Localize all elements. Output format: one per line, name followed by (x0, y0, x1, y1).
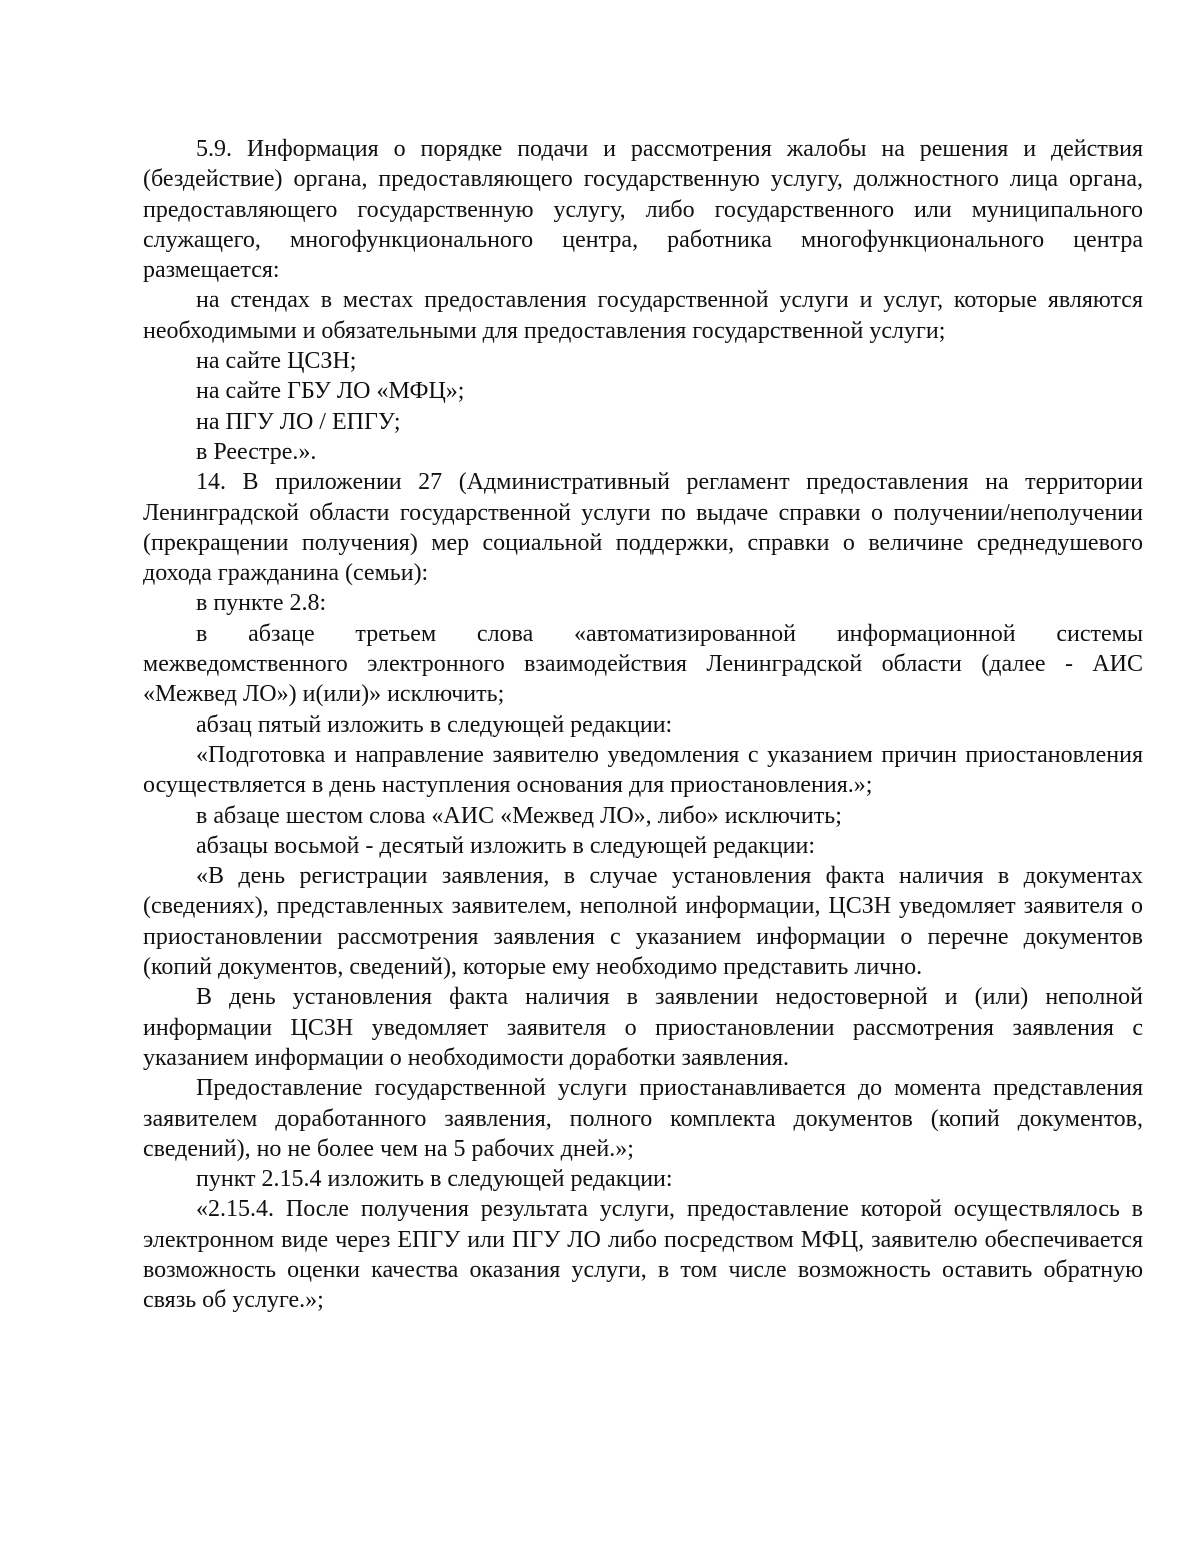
paragraph-eighth-tenth: абзацы восьмой - десятый изложить в следующей редакции: (196, 832, 815, 859)
paragraph-point-2-15-4: пункт 2.15.4 изложить в следующей редакции: (196, 1166, 673, 1193)
paragraph-notification: «Подготовка и направление заявителю уведомления с указанием причин приостановления осуществляется в день наступления основания для приостановления.»; (143, 741, 1143, 799)
paragraph-pgu: на ПГУ ЛО / ЕПГУ; (196, 408, 401, 435)
paragraph-cszn-site: на сайте ЦСЗН; (196, 348, 357, 375)
paragraph-registration-day: «В день регистрации заявления, в случае установления факта наличия в документах (сведениях), представленных заявителем, неполной информации, ЦСЗН уведомляет заявителя о приостановлении рассмотрения заявления с указанием информации о перечне документов (копий документов, сведений), которые ему необходимо представить лично. (143, 863, 1143, 981)
paragraph-fifth-abzac: абзац пятый изложить в следующей редакции: (196, 711, 673, 738)
paragraph-14: 14. В приложении 27 (Административный регламент предоставления на территории Ленинградской области государственной услуги по выдаче справки о получении/неполучении (прекращении получения) мер социальной поддержки, справки о величине среднедушевого дохода гражданина (семьи): (143, 469, 1143, 587)
paragraph-sixth-abzac: в абзаце шестом слова «АИС «Межвед ЛО», либо» исключить; (196, 802, 842, 829)
paragraph-2-15-4-text: «2.15.4. После получения результата услуги, предоставление которой осуществлялось в электронном виде через ЕПГУ или ПГУ ЛО либо посредством МФЦ, заявителю обеспечивается возможность оценки качества оказания услуги, в том числе возможность оставить обратную связь об услуге.»; (143, 1196, 1143, 1314)
paragraph-point-2-8: в пункте 2.8: (196, 590, 327, 617)
paragraph-stands: на стендах в местах предоставления государственной услуги и услуг, которые являются необходимыми и обязательными для предоставления государственной услуги; (143, 287, 1143, 344)
paragraph-suspension: Предоставление государственной услуги приостанавливается до момента представления заявителем доработанного заявления, полного комплекта документов (копий документов, сведений), но не более чем на 5 рабочих дней.»; (143, 1075, 1143, 1162)
paragraph-mfc-site: на сайте ГБУ ЛО «МФЦ»; (196, 378, 465, 405)
document-body (143, 134, 1143, 1316)
paragraph-registry: в Реестре.». (196, 438, 317, 465)
paragraph-5-9: 5.9. Информация о порядке подачи и рассмотрения жалобы на решения и действия (бездействие) органа, предоставляющего государственную услугу, должностного лица органа, предоставляющего государственную услугу, либо государственного или муниципального служащего, многофункционального центра, работника многофункционального центра размещается: (143, 136, 1143, 284)
paragraph-third-abzac: в абзаце третьем слова «автоматизированной информационной системы межведомственного электронного взаимодействия Ленинградской области (далее - АИС «Межвед ЛО») и(или)» исключить; (143, 620, 1143, 708)
paragraph-establishment-day: В день установления факта наличия в заявлении недостоверной и (или) неполной информации ЦСЗН уведомляет заявителя о приостановлении рассмотрения заявления с указанием информации о необходимости доработки заявления. (143, 984, 1143, 1071)
